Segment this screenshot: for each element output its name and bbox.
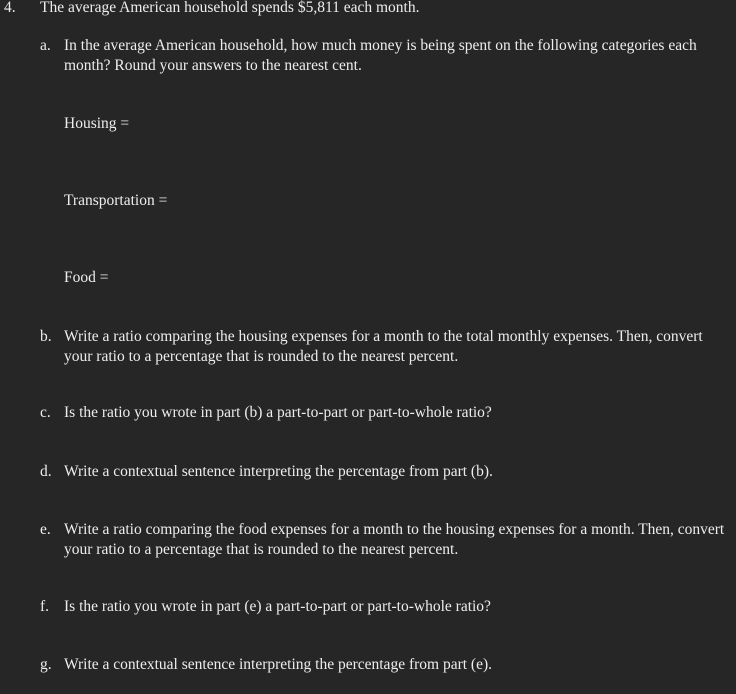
transportation-answer-label: Transportation = — [64, 192, 168, 209]
part-c-letter: c. — [40, 404, 51, 421]
question-text: The average American household spends $5,811 each month. — [40, 0, 420, 16]
part-b-letter: b. — [40, 328, 52, 345]
part-g — [40, 655, 730, 675]
part-f — [40, 597, 730, 617]
part-d — [40, 462, 730, 482]
part-e-text: Write a ratio comparing the food expenses for a month to the housing expenses for a month. Then, convert your ratio to a percentage that is rounded to the nearest percent. — [64, 521, 725, 558]
part-d-text: Write a contextual sentence interpreting the percentage from part (b). — [64, 463, 493, 480]
part-g-letter: g. — [40, 656, 52, 673]
part-f-text: Is the ratio you wrote in part (e) a part-to-part or part-to-whole ratio? — [64, 598, 491, 615]
part-d-letter: d. — [40, 463, 52, 480]
part-f-letter: f. — [40, 598, 50, 615]
part-a-text: In the average American household, how much money is being spent on the following categories each month? Round your answers to the nearest cent. — [64, 37, 697, 74]
question-number: 4. — [4, 0, 16, 16]
part-b-text: Write a ratio comparing the housing expenses for a month to the total monthly expenses. Then, convert your ratio to a percentage that is rounded to the nearest percent. — [64, 328, 703, 365]
part-g-text: Write a contextual sentence interpreting the percentage from part (e). — [64, 656, 492, 673]
part-a-letter: a. — [40, 37, 51, 54]
part-b — [40, 327, 730, 367]
housing-answer-label: Housing = — [64, 115, 130, 132]
part-c — [40, 403, 730, 423]
part-a — [40, 36, 730, 76]
part-e — [40, 520, 730, 560]
food-answer-label: Food = — [64, 269, 109, 286]
part-c-text: Is the ratio you wrote in part (b) a part-to-part or part-to-whole ratio? — [64, 404, 492, 421]
part-e-letter: e. — [40, 521, 51, 538]
